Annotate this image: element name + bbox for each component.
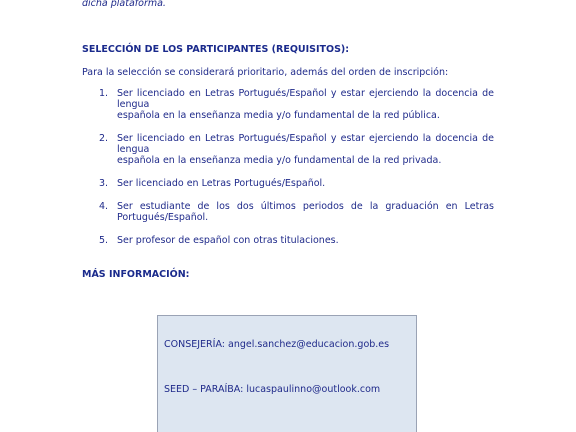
requirement-number: 2. — [99, 133, 109, 144]
requirement-text: Ser licenciado en Letras Portugués/Español y estar ejerciendo la docencia de lengua — [117, 133, 494, 155]
selection-heading: SELECCIÓN DE LOS PARTICIPANTES (REQUISITOS): — [82, 44, 350, 55]
contact-consejeria: CONSEJERÍA: angel.sanchez@educacion.gob.es — [164, 339, 390, 350]
requirement-item-1 — [82, 88, 494, 121]
more-info-heading: MÁS INFORMACIÓN: — [82, 269, 190, 280]
requirement-number: 4. — [99, 201, 109, 212]
requirement-item-2 — [82, 133, 494, 166]
requirement-text: Ser licenciado en Letras Portugués/Español. — [117, 178, 326, 189]
requirement-text: Ser profesor de español con otras titulaciones. — [117, 235, 339, 246]
requirement-item-5 — [82, 235, 494, 246]
selection-intro: Para la selección se considerará prioritario, además del orden de inscripción: — [82, 67, 449, 78]
intro-tail-text: dicha plataforma. — [82, 0, 166, 9]
requirement-continuation: española en la enseñanza media y/o fundamental de la red pública. — [117, 110, 440, 121]
requirement-number: 3. — [99, 178, 109, 189]
requirement-number: 1. — [99, 88, 109, 99]
contact-box — [157, 315, 417, 432]
requirement-item-4 — [82, 201, 494, 223]
requirements-list — [82, 88, 494, 258]
requirement-text: Ser licenciado en Letras Portugués/Español y estar ejerciendo la docencia de lengua — [117, 88, 494, 110]
requirement-continuation: española en la enseñanza media y/o fundamental de la red privada. — [117, 155, 442, 166]
contact-seed-paraiba: SEED – PARAÍBA: lucaspaulinno@outlook.com — [164, 384, 381, 395]
requirement-text: Ser estudiante de los dos últimos periodos de la graduación en Letras Portugués/Español. — [117, 201, 494, 223]
requirement-number: 5. — [99, 235, 109, 246]
requirement-item-3 — [82, 178, 494, 189]
